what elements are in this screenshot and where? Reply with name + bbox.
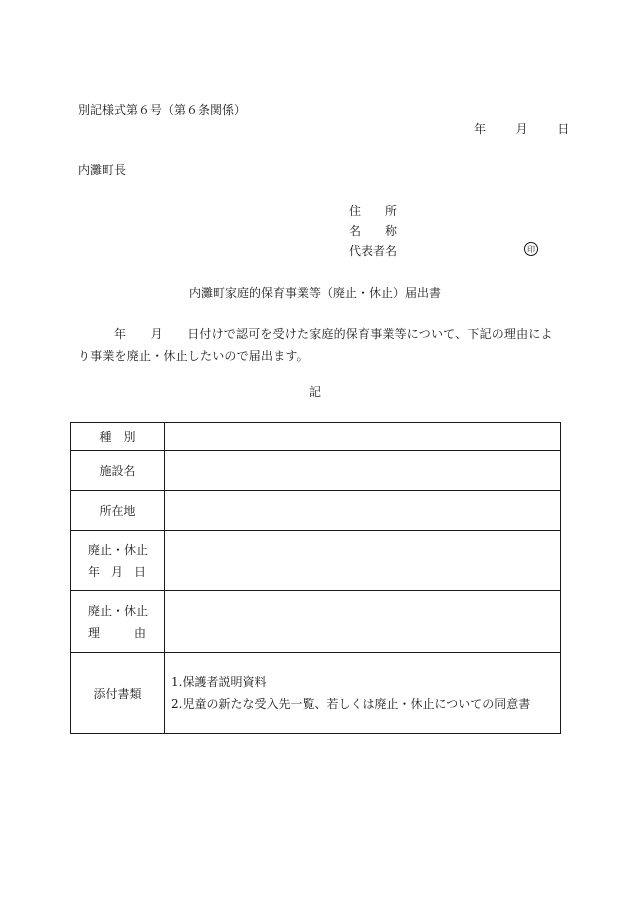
date-value-cell[interactable] — [165, 531, 561, 591]
date-month: 月 — [515, 122, 528, 136]
applicant-address-label: 住 所 — [349, 204, 398, 218]
document-title: 内灘町家庭的保育事業等（廃止・休止）届出書 — [188, 286, 441, 300]
date-label-day: 日 — [133, 564, 146, 579]
facility-label: 施設名 — [71, 451, 165, 491]
details-table — [70, 422, 561, 734]
attachment-item: 2.児童の新たな受入先一覧、若しくは廃止・休止についての同意書 — [171, 697, 531, 711]
date-label-line1: 廃止・休止 — [88, 542, 149, 557]
type-label: 種 別 — [71, 423, 165, 451]
reason-label — [71, 591, 165, 653]
form-number: 別記様式第６号（第６条関係） — [78, 103, 247, 117]
date-day: 日 — [557, 122, 570, 136]
attachment-item: 1.保護者説明資料 — [171, 675, 267, 689]
ki-heading: 記 — [308, 385, 321, 399]
reason-label-line2 — [88, 622, 146, 644]
table-row-date — [71, 531, 561, 591]
table-row-reason — [71, 591, 561, 653]
table-row-location — [71, 491, 561, 531]
addressee: 内灘町長 — [78, 163, 127, 177]
reason-label-b: 由 — [133, 625, 146, 640]
reason-label-a: 理 — [88, 625, 101, 640]
table-row-facility — [71, 451, 561, 491]
reason-value-cell[interactable] — [165, 591, 561, 653]
date-label-line2 — [88, 561, 146, 583]
body-text: 年 月 日付けで認可を受けた家庭的保育事業等について、下記の理由により事業を廃止・休止したいので届出ます。 — [78, 327, 553, 363]
date-label — [71, 531, 165, 591]
seal-mark: 印 — [524, 242, 538, 256]
table-row-attachments — [71, 653, 561, 734]
reason-label-line1: 廃止・休止 — [88, 603, 149, 618]
facility-value-cell[interactable] — [165, 451, 561, 491]
location-value-cell[interactable] — [165, 491, 561, 531]
applicant-representative-label: 代表者名 — [349, 244, 398, 258]
table-row-type — [71, 423, 561, 451]
attachment-label: 添付書類 — [71, 653, 165, 734]
date-year: 年 — [474, 122, 487, 136]
submission-date — [474, 123, 569, 135]
date-label-year: 年 — [88, 564, 101, 579]
type-value-cell[interactable] — [165, 423, 561, 451]
attachment-value-cell — [165, 653, 561, 734]
location-label: 所在地 — [71, 491, 165, 531]
applicant-name-label: 名 称 — [349, 224, 398, 238]
date-label-month: 月 — [110, 564, 123, 579]
